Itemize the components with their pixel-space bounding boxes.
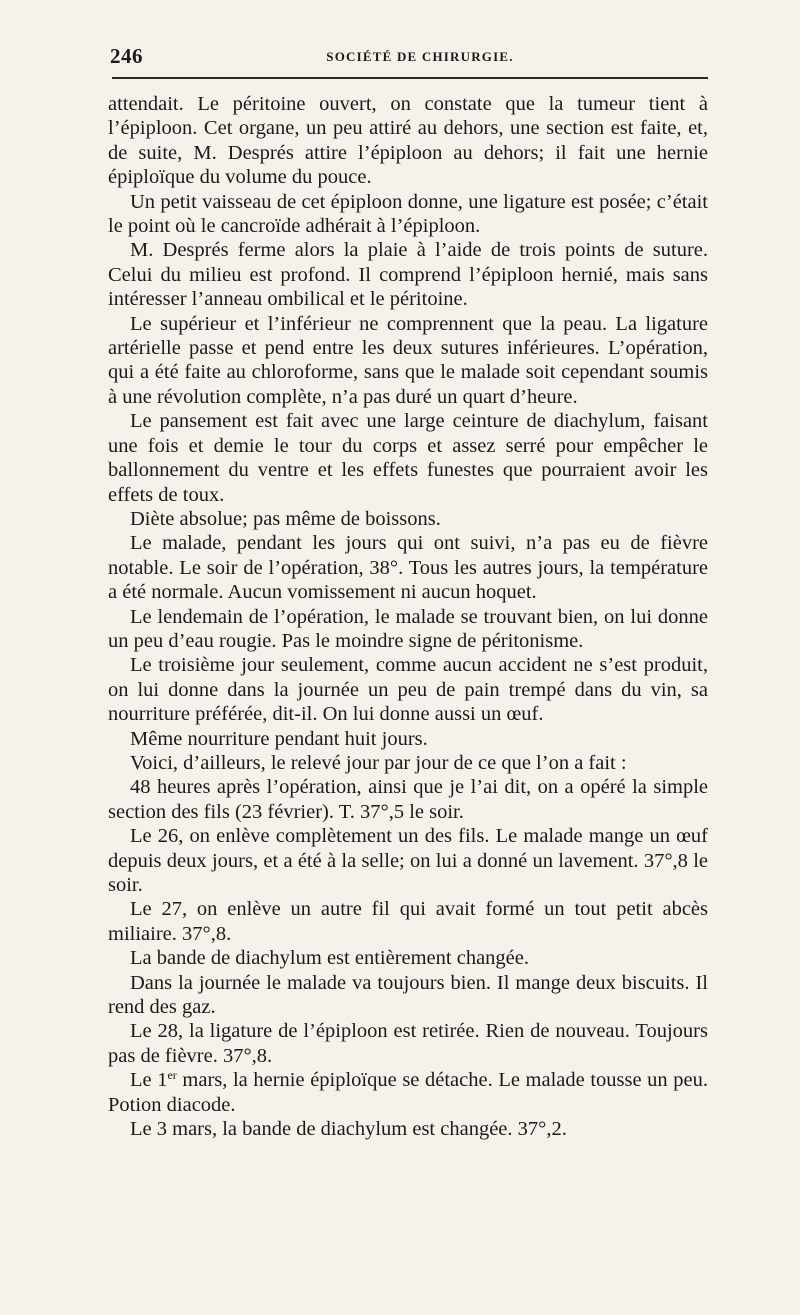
text-run: mars, la hernie épiploïque se détache. Le malade tousse un peu. Potion diacode. xyxy=(108,1069,708,1116)
paragraph: Le lendemain de l’opération, le malade se trouvant bien, on lui donne un peu d’eau rougie. Pas le moindre signe de péritonisme. xyxy=(108,605,708,652)
paragraph: M. Després ferme alors la plaie à l’aide de trois points de suture. Celui du milieu est profond. Il comprend l’épiploon hernié, mais sans intéresser l’anneau ombilical et le péritoine. xyxy=(108,239,708,311)
paragraph: Dans la journée le malade va toujours bien. Il mange deux biscuits. Il rend des gaz. xyxy=(108,971,708,1019)
paragraph xyxy=(108,1068,708,1117)
paragraph: Le pansement est fait avec une large ceinture de diachylum, faisant une fois et demie le tour du corps et assez serré pour empêcher le ballonnement du ventre et les effets funestes que pourraient avoir les effets de toux. xyxy=(108,410,708,506)
running-title: SOCIÉTÉ DE CHIRURGIE. xyxy=(326,49,514,64)
paragraph: attendait. Le péritoine ouvert, on constate que la tumeur tient à l’épiploon. Cet organe, un peu attiré au dehors, une section est faite, et, de suite, M. Després attire l’épiploon au dehors; il fait une hernie épiploïque du volume du pouce. xyxy=(108,93,708,189)
paragraph: Voici, d’ailleurs, le relevé jour par jour de ce que l’on a fait : xyxy=(130,751,627,774)
header-rule xyxy=(112,77,708,79)
paragraph: La bande de diachylum est entièrement changée. xyxy=(130,947,529,970)
page-header xyxy=(110,44,710,74)
paragraph: Le 27, on enlève un autre fil qui avait formé un tout petit abcès miliaire. 37°,8. xyxy=(108,898,708,945)
paragraph: Le troisième jour seulement, comme aucun accident ne s’est produit, on lui donne dans la journée un peu de pain trempé dans du vin, sa nourriture préférée, dit-il. On lui donne aussi un œuf. xyxy=(108,654,708,726)
paragraph: Le 28, la ligature de l’épiploon est retirée. Rien de nouveau. Toujours pas de fièvre. 37°,8. xyxy=(108,1020,708,1067)
paragraph: Même nourriture pendant huit jours. xyxy=(130,727,428,750)
body-text xyxy=(108,92,708,1141)
paragraph: Un petit vaisseau de cet épiploon donne, une ligature est posée; c’était le point où le cancroïde adhérait à l’épiploon. xyxy=(108,190,708,238)
superscript: er xyxy=(167,1068,177,1083)
paragraph: 48 heures après l’opération, ainsi que je l’ai dit, on a opéré la simple section des fils (23 février). T. 37°,5 le soir. xyxy=(108,776,708,823)
paragraph: Le 26, on enlève complètement un des fils. Le malade mange un œuf depuis deux jours, et a été à la selle; on lui a donné un lavement. 37°,8 le soir. xyxy=(108,825,708,896)
paragraph: Le malade, pendant les jours qui ont suivi, n’a pas eu de fièvre notable. Le soir de l’opération, 38°. Tous les autres jours, la température a été normale. Aucun vomissement ni aucun hoquet. xyxy=(108,532,708,604)
paragraph: Le supérieur et l’inférieur ne comprennent que la peau. La ligature artérielle passe et pend entre les deux sutures inférieures. L’opération, qui a été faite au chloroforme, sans que le malade soit cependant soumis à une révolution complète, n’a pas duré un quart d’heure. xyxy=(108,312,708,408)
paragraph: Le 3 mars, la bande de diachylum est changée. 37°,2. xyxy=(130,1118,567,1141)
paragraph: Diète absolue; pas même de boissons. xyxy=(130,507,441,530)
page-number: 246 xyxy=(110,44,143,68)
text-run: Le 1 xyxy=(130,1069,168,1092)
